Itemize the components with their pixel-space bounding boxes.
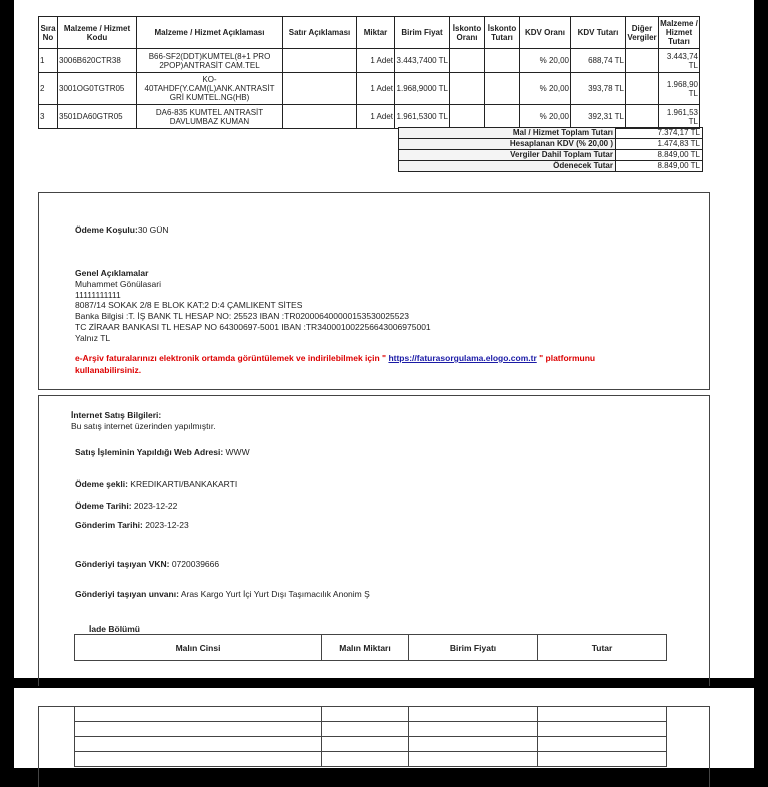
return-cell xyxy=(322,752,409,767)
cell-disc-amount xyxy=(485,105,520,129)
col-desc: Malzeme / Hizmet Açıklaması xyxy=(137,17,283,49)
cell-vat-rate: % 20,00 xyxy=(520,49,571,73)
cell-disc-rate xyxy=(450,73,485,105)
return-empty-row xyxy=(75,737,667,752)
return-col-qty: Malın Miktarı xyxy=(322,635,409,661)
return-cell xyxy=(409,722,538,737)
cell-qty: 1 Adet xyxy=(357,73,395,105)
col-vat-rate: KDV Oranı xyxy=(520,17,571,49)
items-header-row xyxy=(39,17,700,49)
col-other-tax: Diğer Vergiler xyxy=(626,17,659,49)
notes-line: Banka Bilgisi :T. İŞ BANK TL HESAP NO: 25523 IBAN :TR020006400000153530025523 xyxy=(75,311,409,321)
cell-disc-rate xyxy=(450,105,485,129)
web-address-value: WWW xyxy=(223,447,250,457)
col-code: Malzeme / Hizmet Kodu xyxy=(58,17,137,49)
web-address-label: Satış İşleminin Yapıldığı Web Adresi: xyxy=(75,447,224,457)
shipping-date-value: 2023-12-23 xyxy=(142,520,189,530)
cell-desc: B66-SF2(DDT)KUMTEL(8+1 PRO 2POP)ANTRASİT CAM.TEL xyxy=(137,49,283,73)
return-cell xyxy=(322,707,409,722)
return-cell xyxy=(75,722,322,737)
payment-method-field xyxy=(75,479,237,489)
totals-table xyxy=(398,127,703,172)
total-incl-tax-label: Vergiler Dahil Toplam Tutar xyxy=(399,150,616,161)
col-disc-rate: İskonto Oranı xyxy=(450,17,485,49)
cell-qty: 1 Adet xyxy=(357,105,395,129)
total-incl-tax-value: 8.849,00 TL xyxy=(616,150,703,161)
cell-code: 3006B620CTR38 xyxy=(58,49,137,73)
internet-sales-title: İnternet Satış Bilgileri: xyxy=(71,410,162,420)
cell-vat-amount: 392,31 TL xyxy=(571,105,626,129)
totals-row xyxy=(399,139,703,150)
cell-line-desc xyxy=(283,105,357,129)
payment-terms-label: Ödeme Koşulu: xyxy=(75,225,138,235)
col-disc-amount: İskonto Tutarı xyxy=(485,17,520,49)
cell-other-tax xyxy=(626,49,659,73)
cell-line-desc xyxy=(283,73,357,105)
cell-unit-price: 1.961,5300 TL xyxy=(395,105,450,129)
carrier-name-field xyxy=(75,589,370,599)
col-vat-amount: KDV Tutarı xyxy=(571,17,626,49)
total-payable-value: 8.849,00 TL xyxy=(616,161,703,172)
items-table xyxy=(38,16,700,129)
notes-line: Muhammet Gönülasari xyxy=(75,279,161,289)
cell-vat-rate: % 20,00 xyxy=(520,73,571,105)
table-row xyxy=(39,49,700,73)
total-goods-label: Mal / Hizmet Toplam Tutarı xyxy=(399,128,616,139)
cell-disc-amount xyxy=(485,49,520,73)
shipping-date-field xyxy=(75,520,189,530)
return-cell xyxy=(409,752,538,767)
cell-vat-amount: 393,78 TL xyxy=(571,73,626,105)
earsiv-text: e-Arşiv faturalarınızı elektronik ortamda görüntülemek ve indirilebilmek için " xyxy=(75,353,387,363)
cell-no: 2 xyxy=(39,73,58,105)
payment-method-value: KREDIKARTI/BANKAKARTI xyxy=(127,479,238,489)
cell-code: 3001OG0TGTR05 xyxy=(58,73,137,105)
return-empty-row xyxy=(75,707,667,722)
payment-method-label: Ödeme şekli: xyxy=(75,479,128,489)
carrier-name-value: Aras Kargo Yurt İçi Yurt Dışı Taşımacılık Anonim Ş xyxy=(178,589,370,599)
return-cell xyxy=(75,752,322,767)
payment-terms xyxy=(75,225,169,235)
cell-disc-amount xyxy=(485,73,520,105)
return-cell xyxy=(75,737,322,752)
return-section-title: İade Bölümü xyxy=(89,624,141,634)
cell-other-tax xyxy=(626,105,659,129)
total-vat-value: 1.474,83 TL xyxy=(616,139,703,150)
carrier-name-label: Gönderiyi taşıyan unvanı: xyxy=(75,589,179,599)
return-empty-row xyxy=(75,752,667,767)
notes-line: Yalnız TL xyxy=(75,333,111,343)
return-table xyxy=(74,634,667,661)
return-col-item: Malın Cinsi xyxy=(75,635,322,661)
return-col-total: Tutar xyxy=(538,635,667,661)
return-cell xyxy=(322,722,409,737)
cell-code: 3501DA60GTR05 xyxy=(58,105,137,129)
payment-date-field xyxy=(75,501,177,511)
return-cell xyxy=(538,737,667,752)
cell-unit-price: 3.443,7400 TL xyxy=(395,49,450,73)
col-unit-price: Birim Fiyat xyxy=(395,17,450,49)
cell-desc: DA6-835 KUMTEL ANTRASİT DAVLUMBAZ KUMAN xyxy=(137,105,283,129)
payment-terms-value: 30 GÜN xyxy=(137,225,169,235)
col-line-desc: Satır Açıklaması xyxy=(283,17,357,49)
return-table-continued xyxy=(74,706,667,767)
earsiv-link[interactable]: https://faturasorgulama.elogo.com.tr xyxy=(388,353,537,363)
payment-date-value: 2023-12-22 xyxy=(131,501,178,511)
general-notes-title: Genel Açıklamalar xyxy=(75,268,149,278)
cell-no: 1 xyxy=(39,49,58,73)
carrier-vkn-value: 0720039666 xyxy=(169,559,220,569)
notes-line: TC ZİRAAR BANKASI TL HESAP NO 64300697-5001 IBAN :TR340001002256643006975001 xyxy=(75,322,431,332)
total-vat-label: Hesaplanan KDV (% 20,00 ) xyxy=(399,139,616,150)
cell-disc-rate xyxy=(450,49,485,73)
notes-line: 8087/14 SOKAK 2/8 E BLOK KAT:2 D:4 ÇAMLIKENT SİTES xyxy=(75,300,303,310)
col-amount: Malzeme / Hizmet Tutarı xyxy=(659,17,700,49)
col-sira-no: Sıra No xyxy=(39,17,58,49)
cell-line-desc xyxy=(283,49,357,73)
cell-unit-price: 1.968,9000 TL xyxy=(395,73,450,105)
earsiv-text-line2: kullanabilirsiniz. xyxy=(75,365,142,375)
totals-row xyxy=(399,128,703,139)
invoice-page-1 xyxy=(14,0,754,678)
return-cell xyxy=(409,737,538,752)
cell-desc: KO-40TAHDF(Y.CAM(L)ANK.ANTRASİT GRİ KUMTEL.NG(HB) xyxy=(137,73,283,105)
return-cell xyxy=(538,707,667,722)
totals-row xyxy=(399,161,703,172)
shipping-date-label: Gönderim Tarihi: xyxy=(75,520,143,530)
notes-line: 11111111111 xyxy=(75,290,121,300)
earsiv-text-end: " platformunu xyxy=(539,353,596,363)
return-header-row xyxy=(75,635,667,661)
carrier-vkn-field xyxy=(75,559,219,569)
table-row xyxy=(39,105,700,129)
cell-amount: 1.961,53 TL xyxy=(659,105,700,129)
cell-vat-amount: 688,74 TL xyxy=(571,49,626,73)
cell-qty: 1 Adet xyxy=(357,49,395,73)
payment-date-label: Ödeme Tarihi: xyxy=(75,501,132,511)
return-cell xyxy=(409,707,538,722)
notes-box xyxy=(38,192,710,390)
table-row xyxy=(39,73,700,105)
return-cell xyxy=(75,707,322,722)
col-qty: Miktar xyxy=(357,17,395,49)
cell-other-tax xyxy=(626,73,659,105)
cell-amount: 1.968,90 TL xyxy=(659,73,700,105)
invoice-page-2 xyxy=(14,688,754,768)
earsiv-notice xyxy=(75,353,595,363)
return-cell xyxy=(322,737,409,752)
carrier-vkn-label: Gönderiyi taşıyan VKN: xyxy=(75,559,170,569)
return-col-unit-price: Birim Fiyatı xyxy=(409,635,538,661)
cell-amount: 3.443,74 TL xyxy=(659,49,700,73)
web-address-field xyxy=(75,447,250,457)
return-cell xyxy=(538,752,667,767)
cell-vat-rate: % 20,00 xyxy=(520,105,571,129)
return-cell xyxy=(538,722,667,737)
internet-sales-subtitle: Bu satış internet üzerinden yapılmıştır. xyxy=(71,421,216,431)
return-empty-row xyxy=(75,722,667,737)
total-payable-label: Ödenecek Tutar xyxy=(399,161,616,172)
cell-no: 3 xyxy=(39,105,58,129)
totals-row xyxy=(399,150,703,161)
total-goods-value: 7.374,17 TL xyxy=(616,128,703,139)
